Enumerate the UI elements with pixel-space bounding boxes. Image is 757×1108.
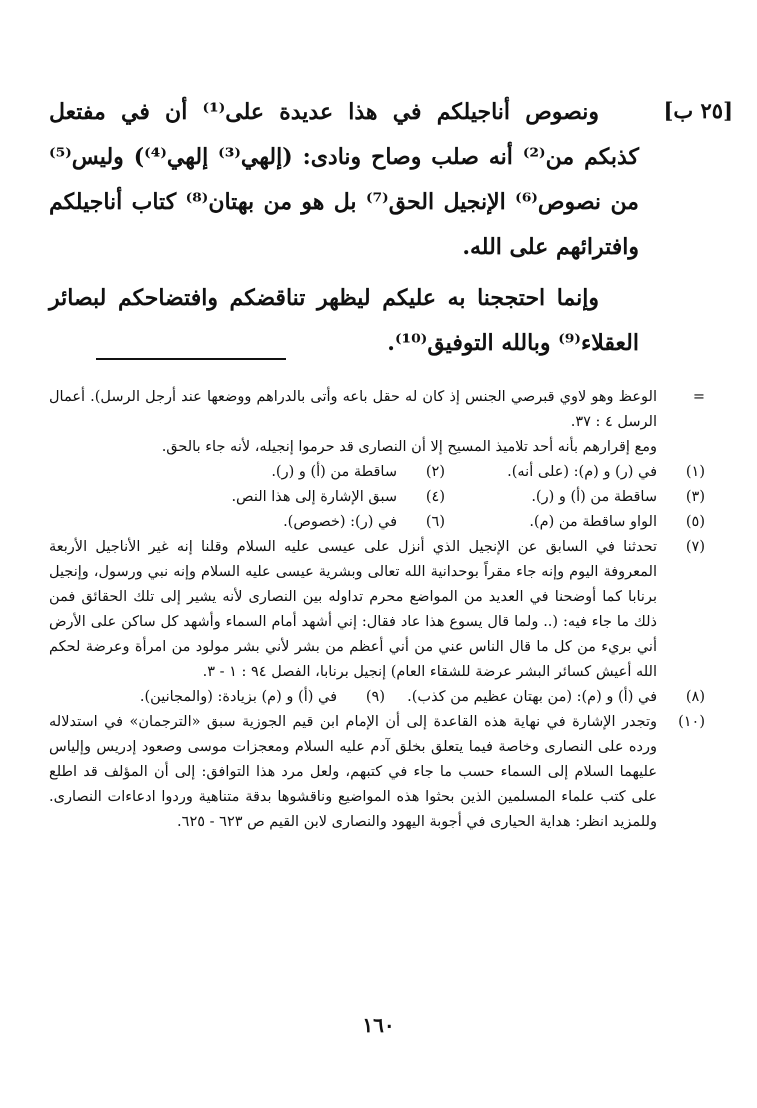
footnote-separator [96,358,286,360]
footnote-number: (٧) [685,539,705,555]
footnote-text: ساقطة من (أ) و (ر). [271,464,397,480]
footnote-row-1-2 [49,460,705,485]
footnote-6 [125,510,445,535]
continuation-text-2: ومع إقرارهم بأنه أحد تلاميذ المسيح إلا أن النصارى قد حرموا إنجيله، لأنه جاء بالحق. [161,439,657,455]
footnote-text: في (ر) و (م): (على أنه). [507,464,657,480]
footnote-text: تحدثنا في السابق عن الإنجيل الذي أنزل على عيسى عليه السلام وقلنا إنه غير الأناجيل الأربعة المعروفة اليوم وإنه جاء مقراً بوحدانية الله تعالى وبشرية عيسى عليه السلام وإنه نبي ورسول، وإنجيل برنابا كما أوضحنا في العديد من المواضع محرم تداوله بين النصارى لأنه يشير إلى تلك الحقائق فمن ذلك ما جاء فيه: (.. ولما قال يسوع هذا عاد فقال: إني أشهد أمام السماء وأشهد كل ساكن على الأرض أني بريء من كل ما قال الناس عني من أني أعظم من بشر لأني بشر مولود من امرأة وعرضة لحكم الله أعيش كسائر البشر عرضة للشقاء العام) إنجيل برنابا، الفصل ٩٤ : ١ - ٣. [49,539,657,680]
main-paragraph-1: ونصوص أناجيلكم في هذا عديدة على⁽¹⁾ أن في مفتعل كذبكم من⁽²⁾ أنه صلب وصاح ونادى: (إلهي⁽³⁾ إلهي⁽⁴⁾) وليس⁽⁵⁾ من نصوص⁽⁶⁾ الإنجيل الحق⁽⁷⁾ بل هو من بهتان⁽⁸⁾ كتاب أناجيلكم وافترائهم على الله. [49,99,640,260]
footnote-number: (٥) [685,514,705,530]
footnote-4 [125,485,445,510]
main-text [49,90,639,372]
folio-marker: [٢٥ ب] [663,98,733,123]
continuation-text-1: الوعظ وهو لاوي قبرصي الجنس إذ كان له حقل باعه وأتى بالدراهم ووضعها عند أرجل الرسل). أعمال الرسل ٤ : ٣٧. [49,389,657,430]
footnotes [49,385,705,835]
footnote-3 [445,485,705,510]
page-number: ١٦٠ [362,1013,395,1037]
footnote-number: (٤) [425,489,445,505]
footnote-text: في (ر): (خصوص). [283,514,397,530]
footnote-number: (٣) [685,489,705,505]
footnote-number: (١٠) [678,714,705,730]
footnote-text: في (أ) و (م) بزيادة: (والمجانين). [139,689,337,705]
footnote-text: الواو ساقطة من (م). [529,514,657,530]
footnote-continuation [49,385,705,435]
main-paragraph-2: وإنما احتججنا به عليكم ليظهر تناقضكم وافتضاحكم لبصائر العقلاء⁽⁹⁾ وبالله التوفيق⁽¹⁰⁾. [49,285,639,356]
footnote-5 [445,510,705,535]
footnote-row-3-4 [49,485,705,510]
footnote-9 [65,685,385,710]
footnote-text: ساقطة من (أ) و (ر). [531,489,657,505]
footnote-8 [385,685,705,710]
footnote-text: وتجدر الإشارة في نهاية هذه القاعدة إلى أن الإمام ابن قيم الجوزية سبق «الترجمان» في استدلاله ورده على النصارى وخاصة فيما يتعلق بخلق آدم عليه السلام ومعجزات موسى وصعود إدريس وإلياس عليهما السلام إلى السماء حسب ما جاء في كتبهم، ولعل مرد هذا التوافق: إلى أن المؤلف قد اطلع على كتب علماء المسلمين الذين بحثوا هذه المواضيع وناقشوها بدقة متناهية وردوا ادعاءات النصارى. وللمزيد انظر: هداية الحيارى في أجوبة اليهود والنصارى لابن القيم ص ٦٢٣ - ٦٢٥. [49,714,657,830]
footnote-number: (٢) [425,464,445,480]
footnote-text: سبق الإشارة إلى هذا النص. [231,489,397,505]
footnote-1 [445,460,705,485]
footnote-number: (٩) [365,689,385,705]
footnote-10 [49,710,705,835]
footnote-number: (٦) [425,514,445,530]
footnote-continuation-2 [49,435,705,460]
footnote-7 [49,535,705,685]
footnote-number: (١) [685,464,705,480]
continuation-mark: = [692,389,705,405]
footnote-row-8-9 [49,685,705,710]
footnote-row-5-6 [49,510,705,535]
footnote-number: (٨) [685,689,705,705]
footnote-2 [125,460,445,485]
footnote-text: في (أ) و (م): (من بهتان عظيم من كذب). [407,689,657,705]
